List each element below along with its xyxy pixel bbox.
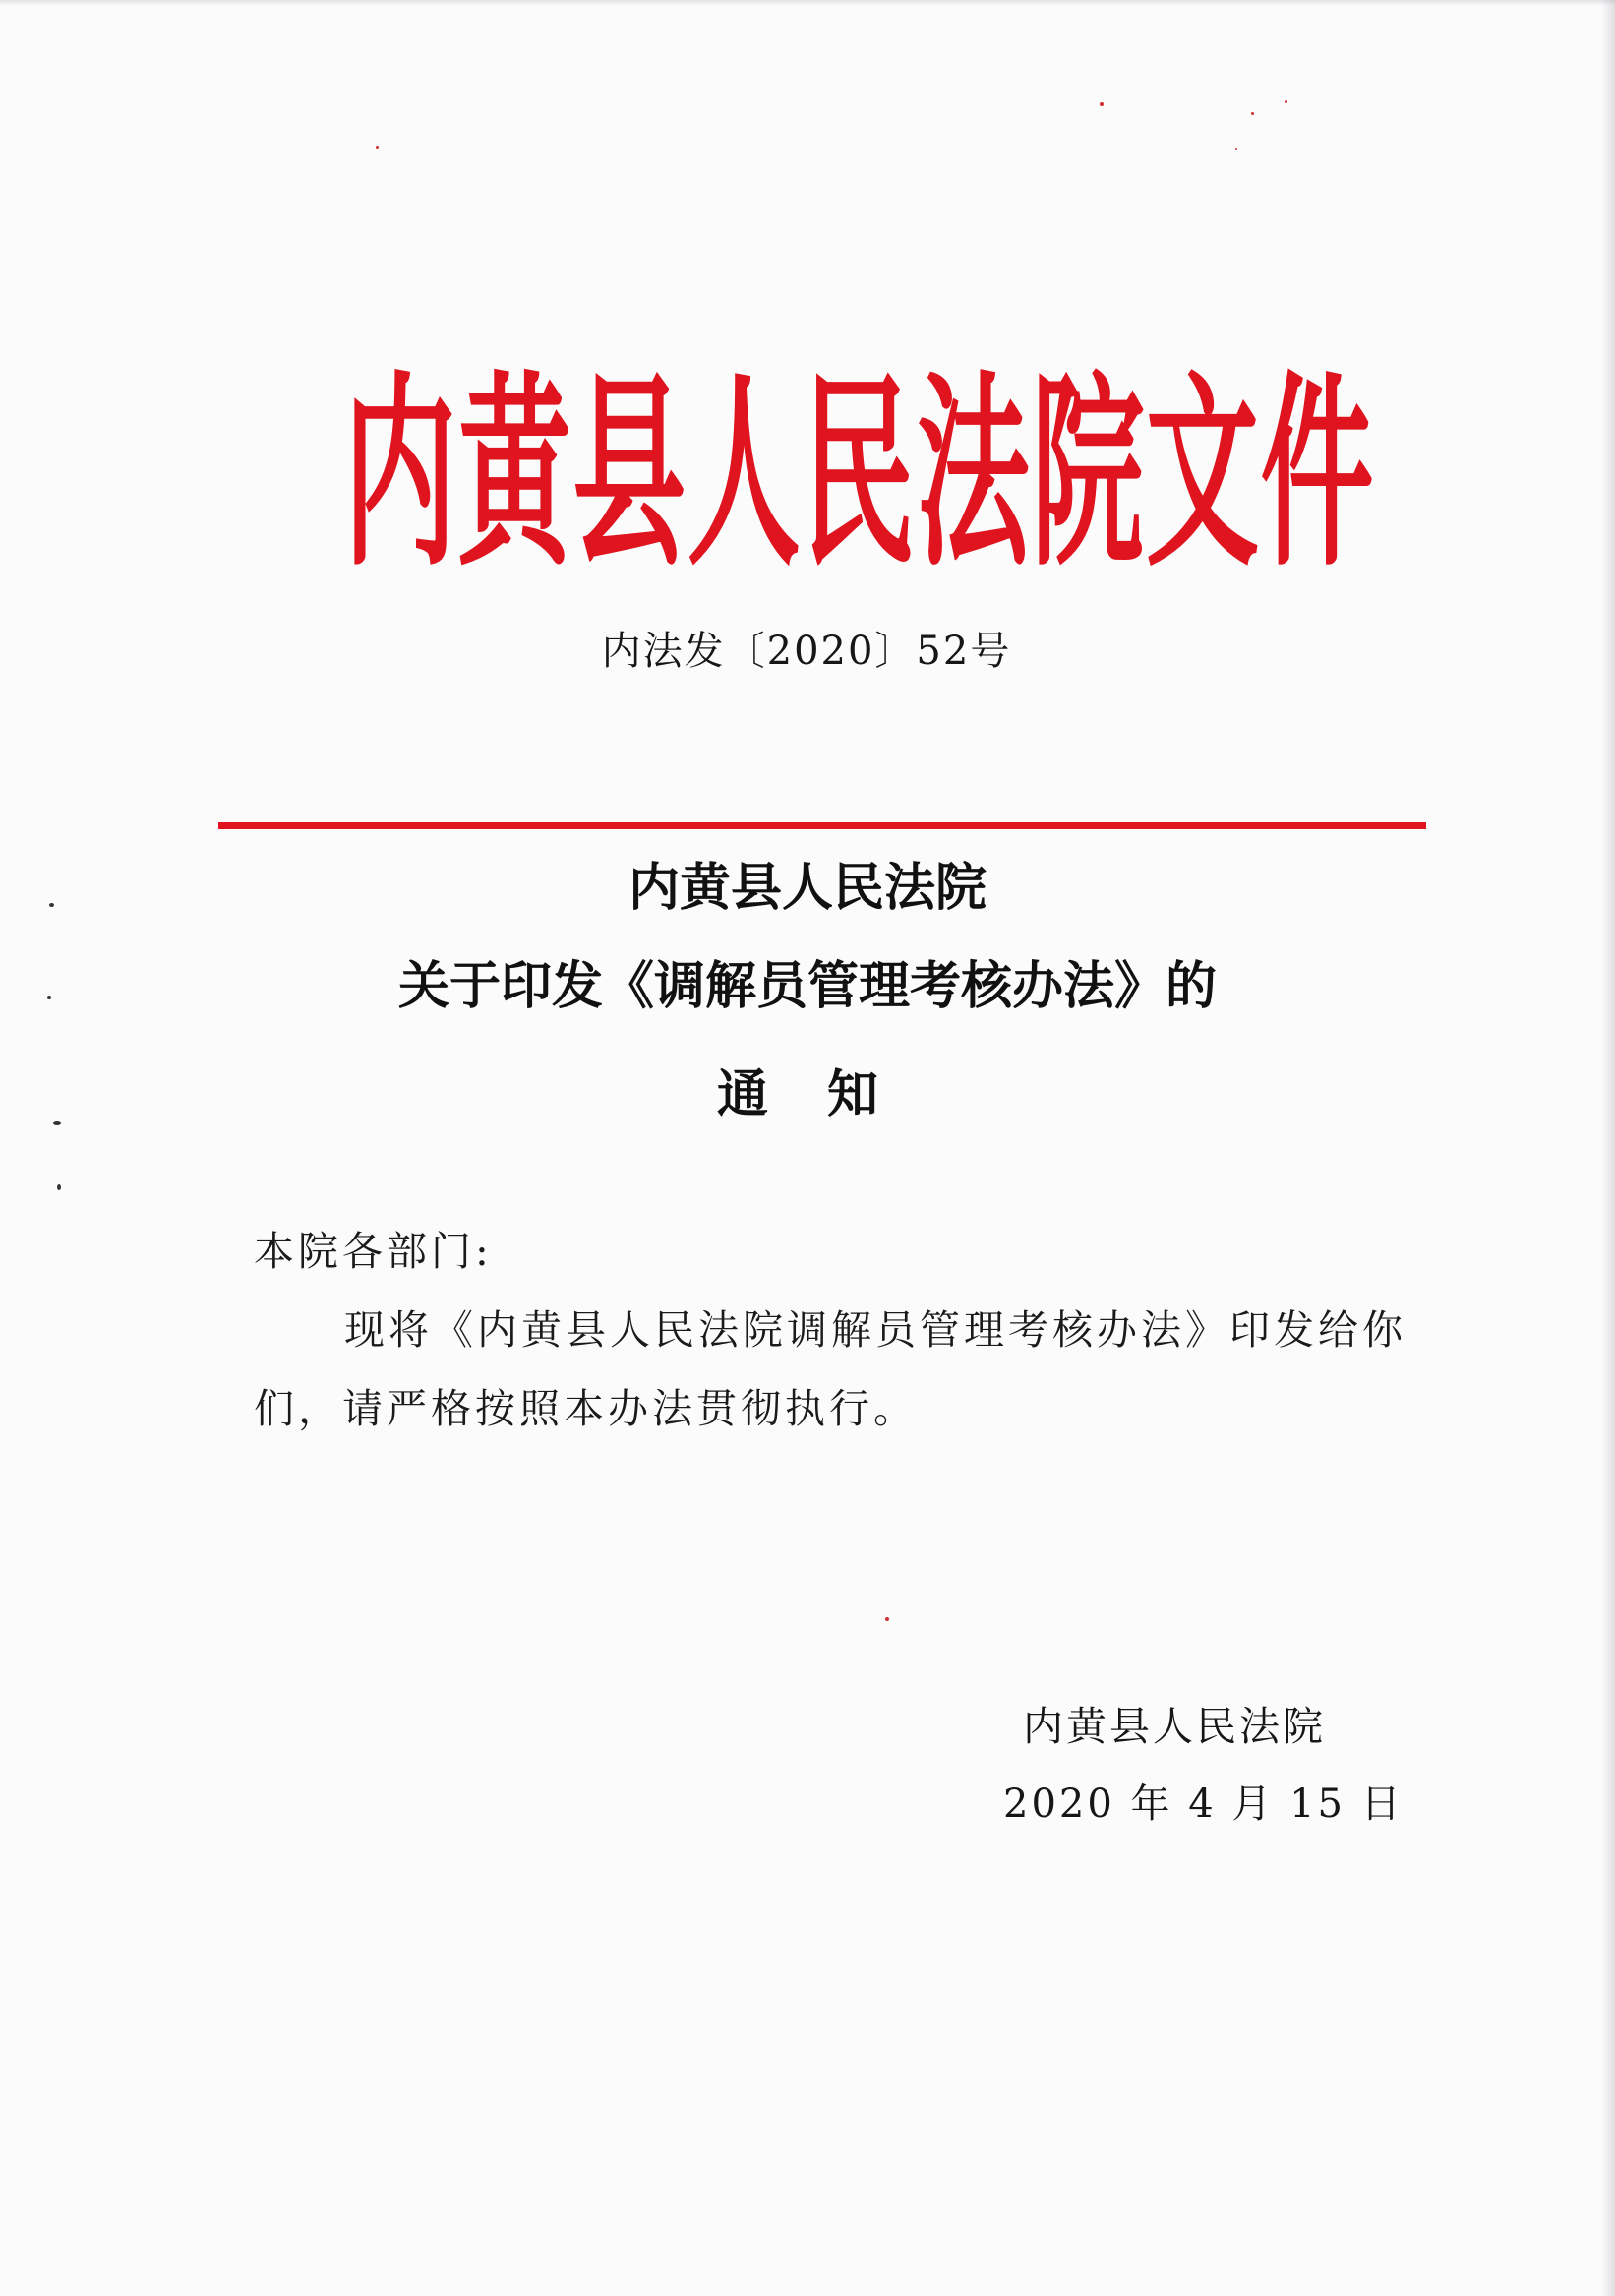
scan-speck <box>376 146 379 149</box>
scan-speck <box>1235 148 1237 150</box>
scan-speck <box>885 1617 889 1621</box>
scan-shadow-top <box>0 0 1615 6</box>
signature-organization: 内黄县人民法院 <box>1023 1703 1326 1750</box>
notice-title-line-1: 内黄县人民法院 <box>628 858 987 918</box>
scan-speck <box>1100 102 1104 106</box>
notice-title-line-3: 通知 <box>716 1064 937 1124</box>
body-paragraph-line-2: 们，请严格按照本办法贯彻执行。 <box>254 1385 918 1432</box>
scan-speck <box>57 1184 61 1190</box>
document-number: 内法发〔2020〕52号 <box>601 629 1012 674</box>
scan-speck <box>1285 100 1287 103</box>
document-header-title: 内黄县人民法院文件 <box>343 353 1376 595</box>
signature-date: 2020 年 4 月 15 日 <box>1003 1782 1404 1827</box>
salutation: 本院各部门: <box>254 1228 493 1275</box>
scan-shadow-right <box>1601 0 1615 2296</box>
body-paragraph-line-1: 现将《内黄县人民法院调解员管理考核办法》印发给你 <box>344 1306 1406 1354</box>
red-separator-line <box>218 822 1426 829</box>
scan-speck <box>1251 112 1254 115</box>
notice-title-line-2: 关于印发《调解员管理考核办法》的 <box>397 956 1217 1016</box>
